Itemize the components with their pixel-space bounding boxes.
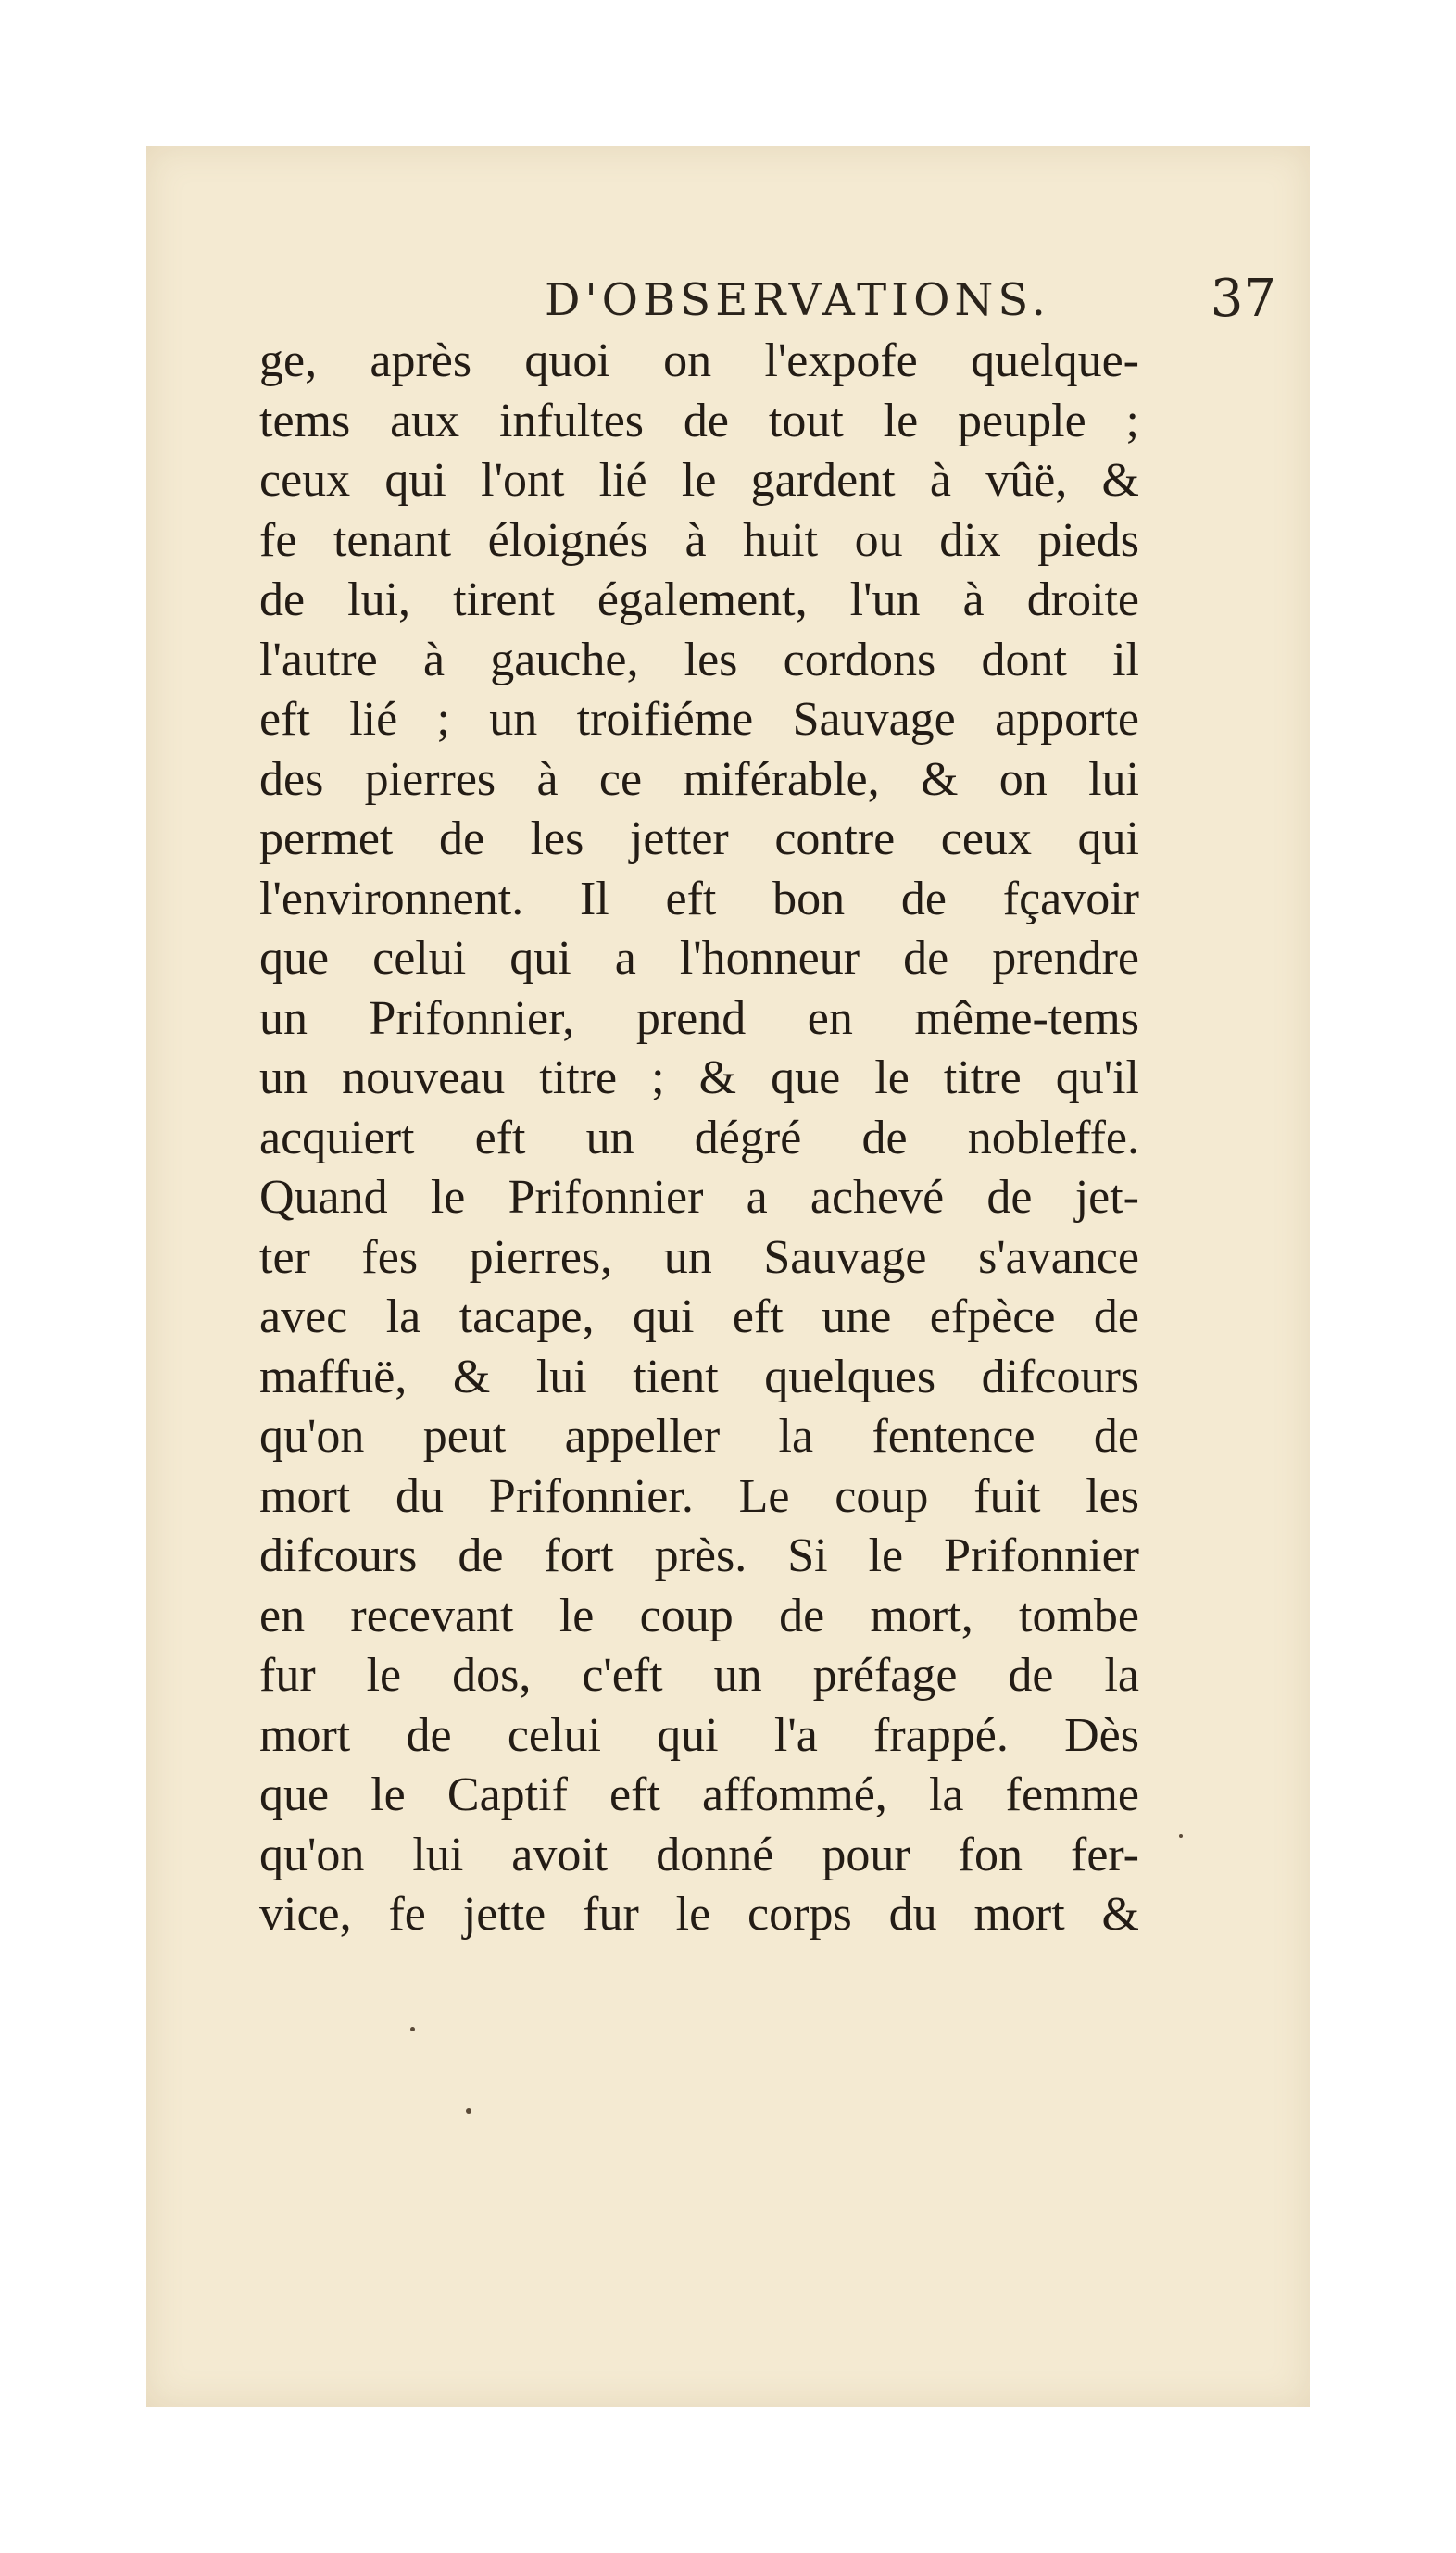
text-line: acquiert eft un dégré de nobleffe. [259,1111,1139,1164]
running-head-title: D'OBSERVATIONS. [545,274,1050,326]
text-line: en recevant le coup de mort, tombe [259,1589,1139,1642]
paper-speck [1179,1834,1183,1838]
running-head [378,267,1276,341]
text-line: un nouveau titre ; & que le titre qu'il [259,1051,1139,1104]
page-number: 37 [1210,269,1276,329]
text-line: Quand le Prifonnier a achevé de jet- [259,1171,1139,1224]
text-line: qu'on peut appeller la fentence de [259,1410,1139,1463]
book-page [146,146,1310,2407]
text-line: eft lié ; un troifiéme Sauvage apporte [259,693,1139,746]
text-line: fe tenant éloignés à huit ou dix pieds [259,513,1139,567]
text-line: difcours de fort près. Si le Prifonnier [259,1529,1139,1582]
text-line: l'environnent. Il eft bon de fçavoir [259,872,1139,925]
text-line: maffuë, & lui tient quelques difcours [259,1350,1139,1403]
paper-speck [410,2027,415,2031]
paper-speck [466,2108,471,2114]
text-line: vice, fe jette fur le corps du mort & [259,1888,1139,1941]
text-line: fur le dos, c'eft un préfage de la [259,1649,1139,1702]
text-line: l'autre à gauche, les cordons dont il [259,633,1139,686]
text-line: permet de les jetter contre ceux qui [259,812,1139,865]
text-line: des pierres à ce miférable, & on lui [259,752,1139,806]
text-line: mort de celui qui l'a frappé. Dès [259,1708,1139,1762]
text-line: un Prifonnier, prend en même-tems [259,991,1139,1045]
text-line: qu'on lui avoit donné pour fon fer- [259,1828,1139,1881]
text-line: mort du Prifonnier. Le coup fuit les [259,1469,1139,1523]
text-line: avec la tacape, qui eft une efpèce de [259,1290,1139,1343]
text-line: ge, après quoi on l'expofe quelque- [259,334,1139,387]
text-line: que celui qui a l'honneur de prendre [259,932,1139,985]
body-text [259,332,1139,1945]
text-line: de lui, tirent également, l'un à droite [259,573,1139,626]
text-line: ceux qui l'ont lié le gardent à vûë, & [259,454,1139,507]
text-line: tems aux infultes de tout le peuple ; [259,394,1139,447]
text-line: que le Captif eft affommé, la femme [259,1768,1139,1821]
text-line: ter fes pierres, un Sauvage s'avance [259,1230,1139,1284]
